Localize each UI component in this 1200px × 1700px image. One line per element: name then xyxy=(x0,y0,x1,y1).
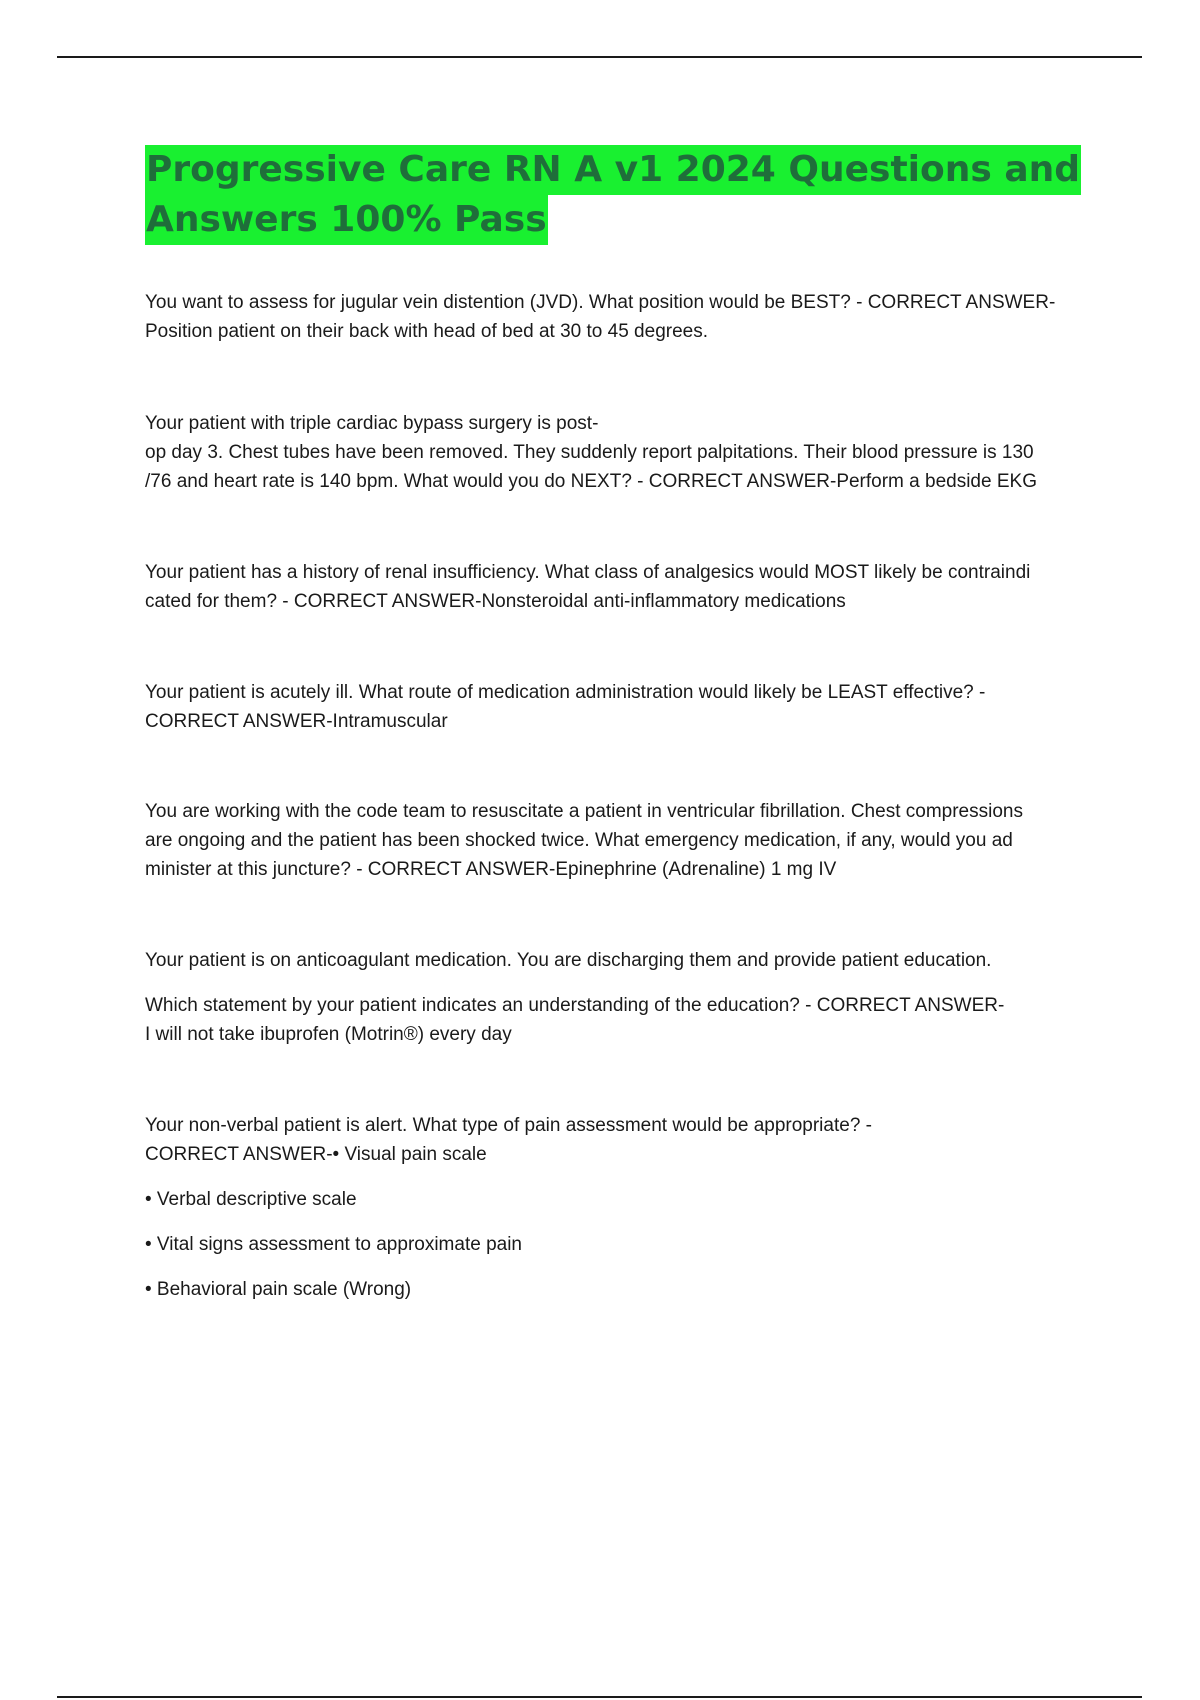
qa-item-renal xyxy=(145,558,1095,616)
qa-line: Your patient is on anticoagulant medication. You are discharging them and provide patient education. xyxy=(145,950,992,971)
qa-bullet: • Verbal descriptive scale xyxy=(145,1189,357,1210)
qa-line: Your patient has a history of renal insufficiency. What class of analgesics would MOST likely be contraindi xyxy=(145,562,1031,583)
qa-line: Which statement by your patient indicates an understanding of the education? - CORRECT ANSWER- xyxy=(145,995,1005,1016)
title-line: Progressive Care RN A v1 2024 Questions and xyxy=(145,145,1081,195)
qa-item-jvd xyxy=(145,288,1095,346)
document-body xyxy=(145,145,1095,1300)
qa-item-route xyxy=(145,678,1095,736)
qa-line: You are working with the code team to resuscitate a patient in ventricular fibrillation. Chest compressions xyxy=(145,801,1023,822)
qa-line: CORRECT ANSWER-Intramuscular xyxy=(145,711,448,732)
qa-line: Your non-verbal patient is alert. What type of pain assessment would be appropriate? - xyxy=(145,1115,872,1136)
qa-item-pain-assessment xyxy=(145,1111,1095,1304)
qa-bullet: • Behavioral pain scale (Wrong) xyxy=(145,1279,412,1300)
bottom-rule xyxy=(57,1696,1142,1698)
qa-line: Position patient on their back with head of bed at 30 to 45 degrees. xyxy=(145,321,708,342)
qa-item-anticoagulant xyxy=(145,946,1095,1049)
qa-line: op day 3. Chest tubes have been removed. They suddenly report palpitations. Their blood pressure is 130 xyxy=(145,442,1034,463)
top-rule xyxy=(57,56,1142,58)
qa-item-vfib xyxy=(145,797,1095,884)
qa-line: cated for them? - CORRECT ANSWER-Nonsteroidal anti-inflammatory medications xyxy=(145,591,846,612)
title-line: Answers 100% Pass xyxy=(145,195,548,245)
qa-line: You want to assess for jugular vein distention (JVD). What position would be BEST? - CORRECT ANSWER- xyxy=(145,292,1056,313)
qa-item-bypass xyxy=(145,409,1095,496)
qa-line: I will not take ibuprofen (Motrin®) every day xyxy=(145,1024,512,1045)
qa-line: minister at this juncture? - CORRECT ANSWER-Epinephrine (Adrenaline) 1 mg IV xyxy=(145,859,837,880)
qa-line: /76 and heart rate is 140 bpm. What would you do NEXT? - CORRECT ANSWER-Perform a bedside EKG xyxy=(145,471,1037,492)
document-title xyxy=(145,145,1095,245)
qa-line: CORRECT ANSWER-• Visual pain scale xyxy=(145,1144,487,1165)
qa-line: Your patient is acutely ill. What route of medication administration would likely be LEAST effective? - xyxy=(145,682,986,703)
qa-line: are ongoing and the patient has been shocked twice. What emergency medication, if any, would you ad xyxy=(145,830,1013,851)
qa-line: Your patient with triple cardiac bypass surgery is post- xyxy=(145,413,599,434)
qa-bullet: • Vital signs assessment to approximate pain xyxy=(145,1234,522,1255)
